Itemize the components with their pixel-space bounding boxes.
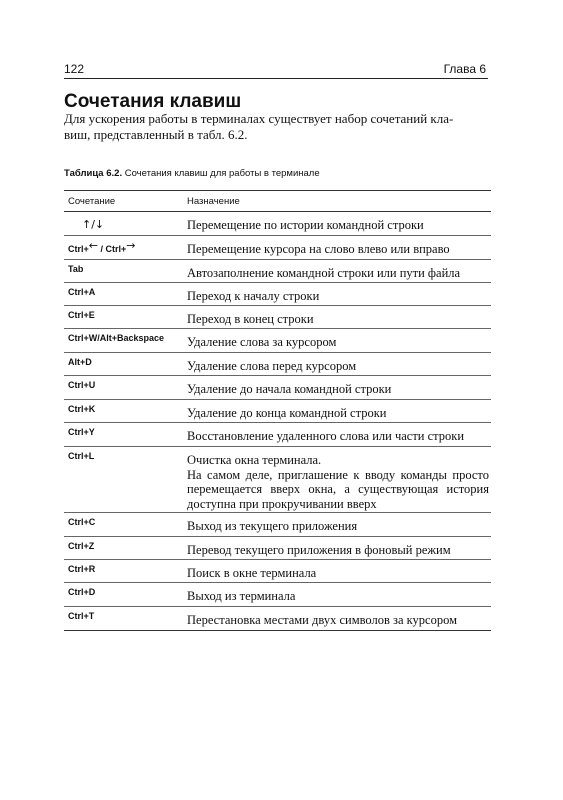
table-row: [64, 607, 491, 631]
table-row: [64, 329, 491, 353]
table-row: [64, 236, 491, 260]
shortcut-description: Перевод текущего приложения в фоновый режим: [187, 543, 451, 557]
shortcut-description: Перестановка местами двух символов за курсором: [187, 613, 458, 627]
table-caption-text: Сочетания клавиш для работы в терминале: [122, 168, 320, 179]
shortcut-description: Выход из текущего приложения: [187, 519, 358, 533]
shortcut-description-note: На самом деле, приглашение к вводу команды просто перемещается вверх окна, а существующая история доступна при прокручивании вверх: [187, 467, 489, 511]
shortcut-description-line: Очистка окна терминала.: [187, 453, 322, 467]
shortcut-key: Tab: [68, 264, 84, 274]
table-row: [64, 306, 491, 329]
shortcut-key-part: / Ctrl+: [97, 244, 127, 254]
shortcut-key: Ctrl+E: [68, 310, 95, 320]
shortcut-description: Переход к началу строки: [187, 289, 320, 303]
shortcut-description: Удаление до конца командной строки: [187, 406, 387, 420]
shortcut-key: Ctrl+U: [68, 380, 96, 390]
intro-paragraph: Для ускорения работы в терминалах существует набор сочетаний кла-виш, представленный в табл. 6.2.: [64, 111, 454, 142]
table-row: [64, 583, 491, 607]
shortcut-key: Ctrl+R: [68, 564, 96, 574]
shortcut-description: Переход в конец строки: [187, 312, 314, 326]
shortcut-description: Выход из терминала: [187, 589, 296, 603]
shortcut-description: Удаление слова перед курсором: [187, 359, 357, 373]
table-row: [64, 423, 491, 447]
shortcut-description: Перемещение курсора на слово влево или вправо: [187, 242, 450, 256]
table-row: [64, 353, 491, 376]
table-caption: [64, 168, 320, 179]
chapter-label: Глава 6: [443, 62, 486, 76]
page-number: 122: [64, 62, 85, 76]
shortcut-description: Перемещение по истории командной строки: [187, 218, 424, 232]
shortcuts-table: [64, 190, 491, 631]
column-header-purpose: Назначение: [187, 195, 240, 207]
shortcut-description: Автозаполнение командной строки или пути файла: [187, 266, 461, 280]
shortcut-key: Ctrl+K: [68, 404, 96, 414]
table-row: [64, 537, 491, 560]
shortcut-key: Ctrl+C: [68, 517, 96, 527]
shortcut-key: Alt+D: [68, 357, 92, 367]
shortcut-key: Ctrl+A: [68, 287, 96, 297]
shortcut-description: [187, 447, 491, 512]
section-title: Сочетания клавиш: [64, 91, 242, 112]
arrow-left-icon: ←: [88, 239, 98, 252]
shortcut-key: ↑/↓: [82, 218, 105, 231]
shortcut-key: Ctrl+W/Alt+Backspace: [68, 333, 165, 343]
column-header-shortcut: Сочетание: [68, 195, 116, 207]
shortcut-key: Ctrl+Y: [68, 427, 95, 437]
running-header: [64, 56, 488, 79]
table-caption-label: Таблица 6.2.: [64, 168, 123, 179]
table-row: [64, 513, 491, 537]
shortcut-key: [64, 236, 187, 259]
shortcut-key: Ctrl+T: [68, 611, 95, 621]
table-row: [64, 400, 491, 423]
table-header-row: [64, 190, 491, 212]
shortcut-key: Ctrl+L: [68, 451, 95, 461]
arrow-right-icon: →: [126, 239, 136, 252]
table-row: [64, 376, 491, 400]
table-row: [64, 283, 491, 306]
shortcut-key-part: Ctrl+: [68, 244, 89, 254]
table-row: [64, 260, 491, 283]
shortcut-description: Восстановление удаленного слова или части строки: [187, 429, 465, 443]
table-row: [64, 447, 491, 513]
shortcut-description: Удаление слова за курсором: [187, 335, 337, 349]
shortcut-key: Ctrl+D: [68, 587, 96, 597]
shortcut-description: Поиск в окне терминала: [187, 566, 317, 580]
table-row: [64, 560, 491, 583]
shortcut-description: Удаление до начала командной строки: [187, 382, 392, 396]
table-row: [64, 212, 491, 236]
shortcut-key: Ctrl+Z: [68, 541, 95, 551]
